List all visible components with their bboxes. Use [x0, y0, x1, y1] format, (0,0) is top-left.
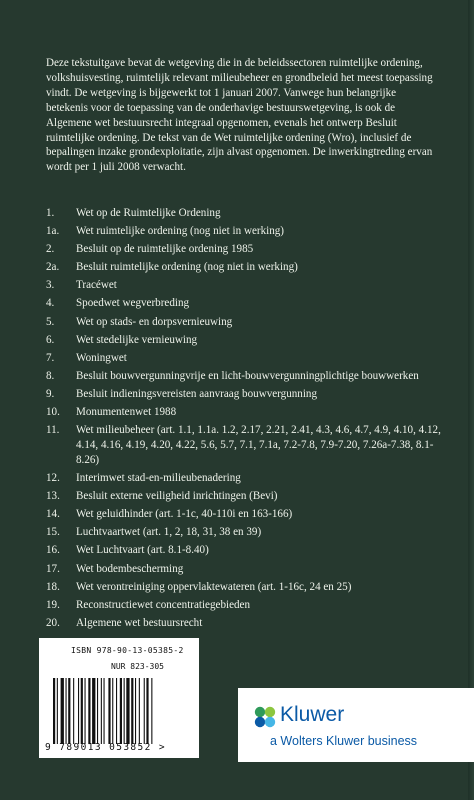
contents-item	[46, 598, 446, 613]
contents-item-number: 5.	[46, 315, 55, 328]
contents-item-number: 8.	[46, 369, 55, 382]
contents-item	[46, 423, 446, 468]
contents-item	[46, 562, 446, 577]
contents-item	[46, 489, 446, 504]
contents-item-number: 1a.	[46, 225, 60, 238]
contents-item-number: 6.	[46, 333, 55, 346]
contents-item-title: Luchtvaartwet (art. 1, 2, 18, 31, 38 en 39)	[76, 526, 262, 539]
contents-item-title: Besluit op de ruimtelijke ordening 1985	[76, 243, 254, 256]
barcode-digits: 9 789013 053852 >	[45, 742, 167, 753]
contents-item-title: Wet geluidhinder (art. 1-1c, 40-110i en 163-166)	[76, 508, 293, 521]
contents-item-number: 18.	[46, 580, 60, 593]
contents-item-title: Spoedwet wegverbreding	[76, 297, 190, 310]
contents-item-title: Besluit indieningsvereisten aanvraag bouwvergunning	[76, 387, 318, 400]
contents-item-title: Monumentenwet 1988	[76, 406, 177, 419]
contents-item-number: 20.	[46, 616, 60, 629]
cover-edge	[468, 0, 474, 800]
contents-item	[46, 242, 446, 257]
contents-item	[46, 296, 446, 311]
publisher-tagline: a Wolters Kluwer business	[270, 734, 418, 748]
contents-item-number: 16.	[46, 544, 60, 557]
intro-paragraph: Deze tekstuitgave bevat de wetgeving die in de beleidssectoren ruimtelijke ordening, volkshuisvesting, ruimtelijk relevant milieubeheer en grondbeleid het meest toepassing vindt. De wetgeving is bijgewerkt tot 1 januari 2007. Vanwege hun belangrijke betekenis voor de toepassing van de onderhavige bestuurswetgeving, is ook de Algemene wet bestuursrecht integraal opgenomen, evenals het ontwerp Besluit ruimtelijke ordening. De tekst van de Wet ruimtelijke ordening (Wro), inclusief de bepalingen inzake grondexploitatie, zijn alvast opgenomen. De inwerkingtreding ervan wordt per 1 juli 2008 verwacht.	[46, 57, 433, 174]
kluwer-logo-icon	[252, 704, 278, 730]
contents-item-title: Besluit bouwvergunningvrije en licht-bouwvergunningplichtige bouwwerken	[76, 369, 419, 382]
contents-item-number: 17.	[46, 562, 60, 575]
contents-item-title: Wet op de Ruimtelijke Ordening	[76, 207, 221, 219]
contents-item	[46, 543, 446, 558]
contents-item	[46, 616, 446, 631]
contents-item	[46, 405, 446, 420]
contents-item-number: 4.	[46, 297, 55, 310]
contents-item	[46, 507, 446, 522]
contents-item-number: 11.	[46, 424, 60, 437]
contents-item	[46, 525, 446, 540]
contents-item-number: 14.	[46, 508, 60, 521]
contents-item-title: Wet op stads- en dorpsvernieuwing	[76, 315, 233, 328]
contents-item-title: Besluit externe veiligheid inrichtingen (Bevi)	[76, 490, 278, 503]
contents-item-number: 2.	[46, 243, 55, 256]
contents-item	[46, 471, 446, 486]
publisher-block	[238, 688, 474, 762]
contents-item-number: 15.	[46, 526, 60, 539]
contents-item-number: 13.	[46, 490, 60, 503]
contents-item	[46, 260, 446, 275]
contents-item-title: Besluit ruimtelijke ordening (nog niet in werking)	[76, 261, 298, 274]
contents-item-title: Woningwet	[76, 351, 127, 364]
contents-item	[46, 206, 446, 221]
contents-item	[46, 387, 446, 402]
contents-item	[46, 369, 446, 384]
contents-item-title: Wet verontreiniging oppervlaktewateren (art. 1-16c, 24 en 25)	[76, 580, 352, 593]
contents-item-title: Wet milieubeheer (art. 1.1, 1.1a. 1.2, 2.17, 2.21, 2.41, 4.3, 4.6, 4.7, 4.9, 4.10, 4.12, 4.14, 4.16, 4.19, 4.20, 4.22, 5.6, 5.7, 7.1, 7.1a, 7.2-7.8, 7.9-7.20, 7.26a-7.38, 8.1-8.26)	[76, 424, 441, 466]
contents-list	[46, 206, 446, 634]
contents-item-title: Wet stedelijke vernieuwing	[76, 333, 198, 346]
isbn-text: ISBN 978-90-13-05385-2	[71, 646, 184, 655]
contents-item-number: 1.	[46, 207, 55, 219]
contents-item	[46, 315, 446, 330]
contents-item-number: 9.	[46, 387, 55, 400]
contents-item-number: 19.	[46, 598, 60, 611]
publisher-name: Kluwer	[280, 703, 345, 726]
contents-item	[46, 224, 446, 239]
contents-item-number: 12.	[46, 472, 60, 485]
contents-item-title: Reconstructiewet concentratiegebieden	[76, 598, 251, 611]
contents-item	[46, 278, 446, 293]
barcode-label	[39, 638, 199, 758]
contents-item	[46, 333, 446, 348]
contents-item-number: 10.	[46, 406, 60, 419]
contents-item-title: Tracéwet	[76, 279, 117, 292]
contents-item-number: 2a.	[46, 261, 60, 274]
barcode-bars	[53, 678, 191, 744]
contents-item-title: Wet bodembescherming	[76, 562, 184, 575]
contents-item-number: 3.	[46, 279, 55, 292]
contents-item	[46, 580, 446, 595]
contents-item-title: Algemene wet bestuursrecht	[76, 616, 203, 629]
nur-text: NUR 823-305	[111, 662, 164, 671]
contents-item	[46, 351, 446, 366]
contents-item-title: Interimwet stad-en-milieubenadering	[76, 472, 241, 485]
contents-item-number: 7.	[46, 351, 55, 364]
contents-item-title: Wet ruimtelijke ordening (nog niet in werking)	[76, 225, 284, 238]
contents-item-title: Wet Luchtvaart (art. 8.1-8.40)	[76, 544, 209, 557]
